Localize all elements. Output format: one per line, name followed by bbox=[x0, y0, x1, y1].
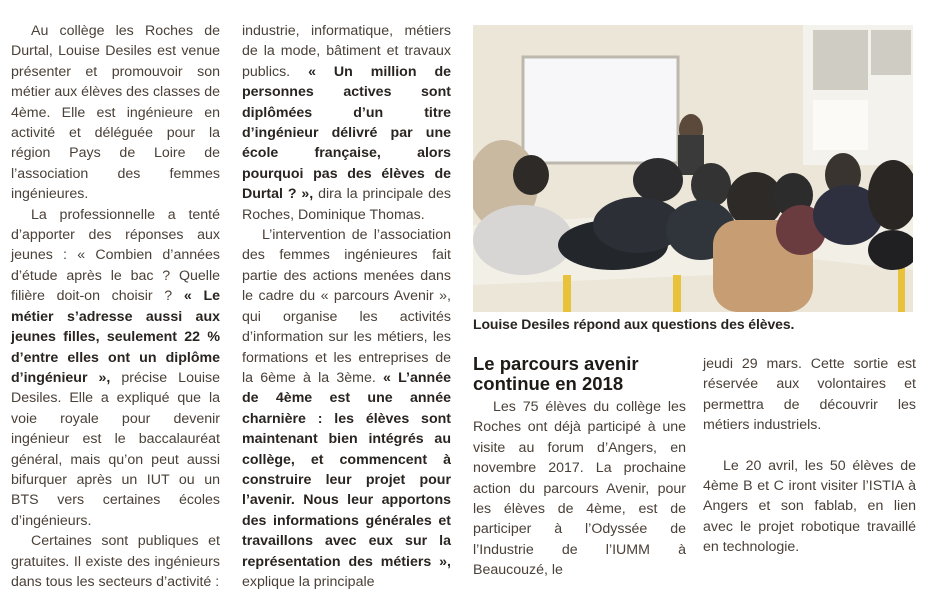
text: explique la principale bbox=[242, 573, 375, 590]
photo-illustration bbox=[473, 25, 913, 312]
quote-bold: « Un million de personnes actives sont diplômées d’un titre d’ingénieur délivré par une école française, alors pourquoi pas des élèves de Durtal ? », bbox=[242, 63, 451, 203]
paragraph: Au collège les Roches de Durtal, Louise Desiles est venue présenter et promouvoir son métier aux élèves des classes de 4ème. Elle est ingénieure en activité et déléguée pour la région Pays de Loire de l’association des femmes ingénieures. bbox=[11, 23, 220, 203]
text: dira la principale des Roches, Dominique Thomas. bbox=[242, 186, 452, 223]
article-column-1 bbox=[11, 21, 220, 592]
paragraph bbox=[11, 205, 220, 532]
spacer bbox=[703, 436, 916, 456]
paragraph bbox=[242, 225, 451, 592]
paragraph: Certaines sont publiques et gratuites. Il existe des ingénieurs dans tous les secteurs d’activité : bbox=[11, 533, 220, 590]
quote-bold: « L’année de 4ème est une année charnière : les élèves sont maintenant bien intégrés au collège, et commencent à construire leur projet pour l’avenir. Nous leur apportons des informations générales et travaillons avec eux sur la représentation des métiers », bbox=[242, 369, 451, 570]
paragraph: jeudi 29 mars. Cette sortie est réservée aux volontaires et permettra de découvrir les métiers industriels. bbox=[703, 356, 916, 434]
paragraph: Le 20 avril, les 50 élèves de 4ème B et C iront visiter l’ISTIA à Angers et son fablab, en lien avec le projet robotique travaillé en technologie. bbox=[703, 457, 916, 556]
article-column-2 bbox=[242, 21, 451, 592]
sidebar-column-1 bbox=[473, 397, 686, 581]
text: La professionnelle a tenté d’apporter des réponses aux jeunes : « Combien d’années d’étude après le bac ? Quelle filière doit-on choisir ? bbox=[11, 206, 220, 305]
text: précise Louise Desiles. Elle a expliqué que la voie royale pour devenir ingénieur est le baccalauréat général, mais qu’on peut aussi bifurquer après un IUT ou un BTS vers certaines écoles d’ingénieurs. bbox=[11, 369, 220, 529]
photo-caption: Louise Desiles répond aux questions des élèves. bbox=[473, 316, 795, 332]
sidebar-column-2 bbox=[703, 354, 916, 558]
sidebar-headline: Le parcours avenir continue en 2018 bbox=[473, 353, 639, 394]
paragraph: Les 75 élèves du collège les Roches ont déjà participé à une visite au forum d’Angers, en novembre 2017. La prochaine action du parcours Avenir, pour les élèves de 4ème, est de participer à l’Odyssée de l’Industrie de l’IUMM à Beaucouzé, le bbox=[473, 399, 686, 579]
text: L’intervention de l’association des femmes ingénieures fait partie des actions menées dans le cadre du « parcours Avenir », qui organise les activités d’information sur les métiers, les formations et les entreprises de la 6ème à la 3ème. bbox=[242, 227, 451, 386]
classroom-photo bbox=[473, 25, 913, 312]
paragraph bbox=[242, 21, 451, 225]
quote-bold: « Le métier s’adresse aussi aux jeunes filles, seulement 22 % d’entre elles ont un diplôme d’ingénieur », bbox=[11, 288, 220, 386]
text: industrie, informatique, métiers de la mode, bâtiment et travaux publics. bbox=[242, 23, 451, 80]
